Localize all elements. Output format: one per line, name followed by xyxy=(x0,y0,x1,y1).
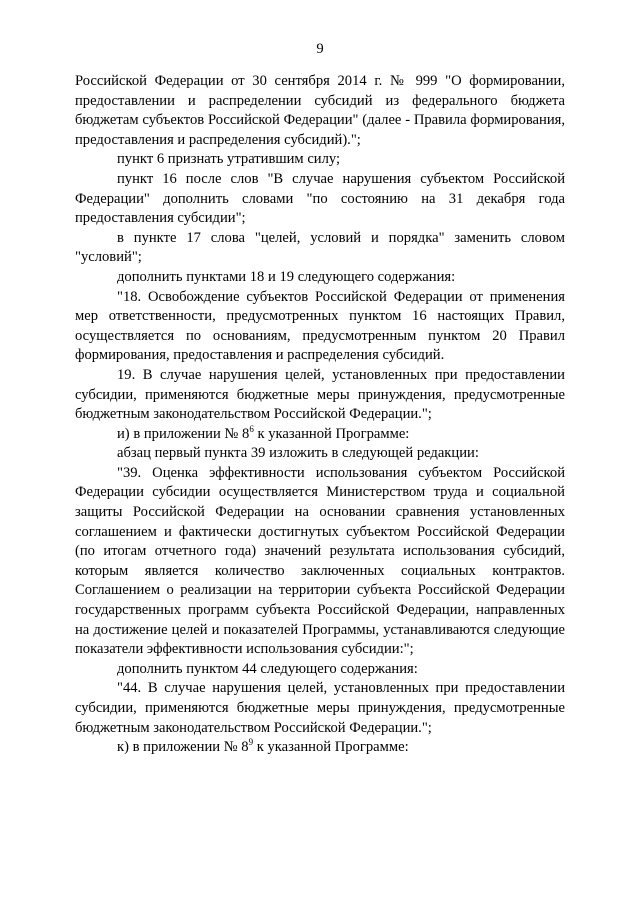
paragraph-clause-44: "44. В случае нарушения целей, установленных при предоставлении субсидии, применяются бюджетные меры принуждения, предусмотренные бюджетным законодательством Российской Федерации."; xyxy=(75,680,565,736)
document-body xyxy=(75,72,565,758)
paragraph-continuation: Российской Федерации от 30 сентября 2014 г. № 999 "О формировании, предоставлении и распределении субсидий из федерального бюджета бюджетам субъектов Российской Федерации" (далее - Правила формирования, предоставления и распределения субсидий)."; xyxy=(75,73,565,148)
page-number: 9 xyxy=(316,41,324,57)
annex-8-9-sup: 9 xyxy=(248,737,254,748)
paragraph-item-17: в пункте 17 слова "целей, условий и порядка" заменить словом "условий"; xyxy=(75,229,565,266)
paragraph-add-18-19: дополнить пунктами 18 и 19 следующего содержания: xyxy=(117,268,456,285)
annex-8-6-pre: и) в приложении № 8 xyxy=(117,425,250,442)
paragraph-item-6: пункт 6 признать утратившим силу; xyxy=(117,151,341,168)
annex-8-6-sup: 6 xyxy=(249,423,254,434)
paragraph-clause-39: "39. Оценка эффективности использования субъектом Российской Федерации субсидии осуществляется Министерством труда и социальной защиты Российской Федерации на основании сравнения установленных соглашением и фактически достигнутых субъектом Российской Федерации (по итогам отчетного года) значений результата использования субсидий, которым является количество заключенных социальных контрактов. Соглашением о реализации на территории субъекта Российской Федерации государственных программ субъекта Российской Федерации, направленных на достижение целей и показателей Программы, устанавливаются следующие показатели эффективности использования субсидии:"; xyxy=(75,464,565,658)
paragraph-annex-8-9 xyxy=(75,738,565,758)
paragraph-item-16: пункт 16 после слов "В случае нарушения субъектом Российской Федерации" дополнить словами "по состоянию на 31 декабря года предоставления субсидии"; xyxy=(75,170,565,227)
paragraph-annex-8-6 xyxy=(75,425,565,445)
annex-8-9-post: к указанной Программе: xyxy=(253,739,409,756)
paragraph-item-39-intro: абзац первый пункта 39 изложить в следующей редакции: xyxy=(117,445,479,462)
annex-8-9-pre: к) в приложении № 8 xyxy=(117,739,249,756)
annex-8-6-post: к указанной Программе: xyxy=(253,425,410,442)
paragraph-clause-19: 19. В случае нарушения целей, установленных при предоставлении субсидии, применяются бюджетные меры принуждения, предусмотренные бюджетным законодательством Российской Федерации."; xyxy=(75,366,565,423)
paragraph-add-44: дополнить пунктом 44 следующего содержания: xyxy=(117,660,418,677)
paragraph-clause-18: "18. Освобождение субъектов Российской Федерации от применения мер ответственности, предусмотренных пунктом 16 настоящих Правил, осуществляется по основаниям, предусмотренным пунктом 20 Правил формирования, предоставления и распределения субсидий. xyxy=(75,288,565,364)
